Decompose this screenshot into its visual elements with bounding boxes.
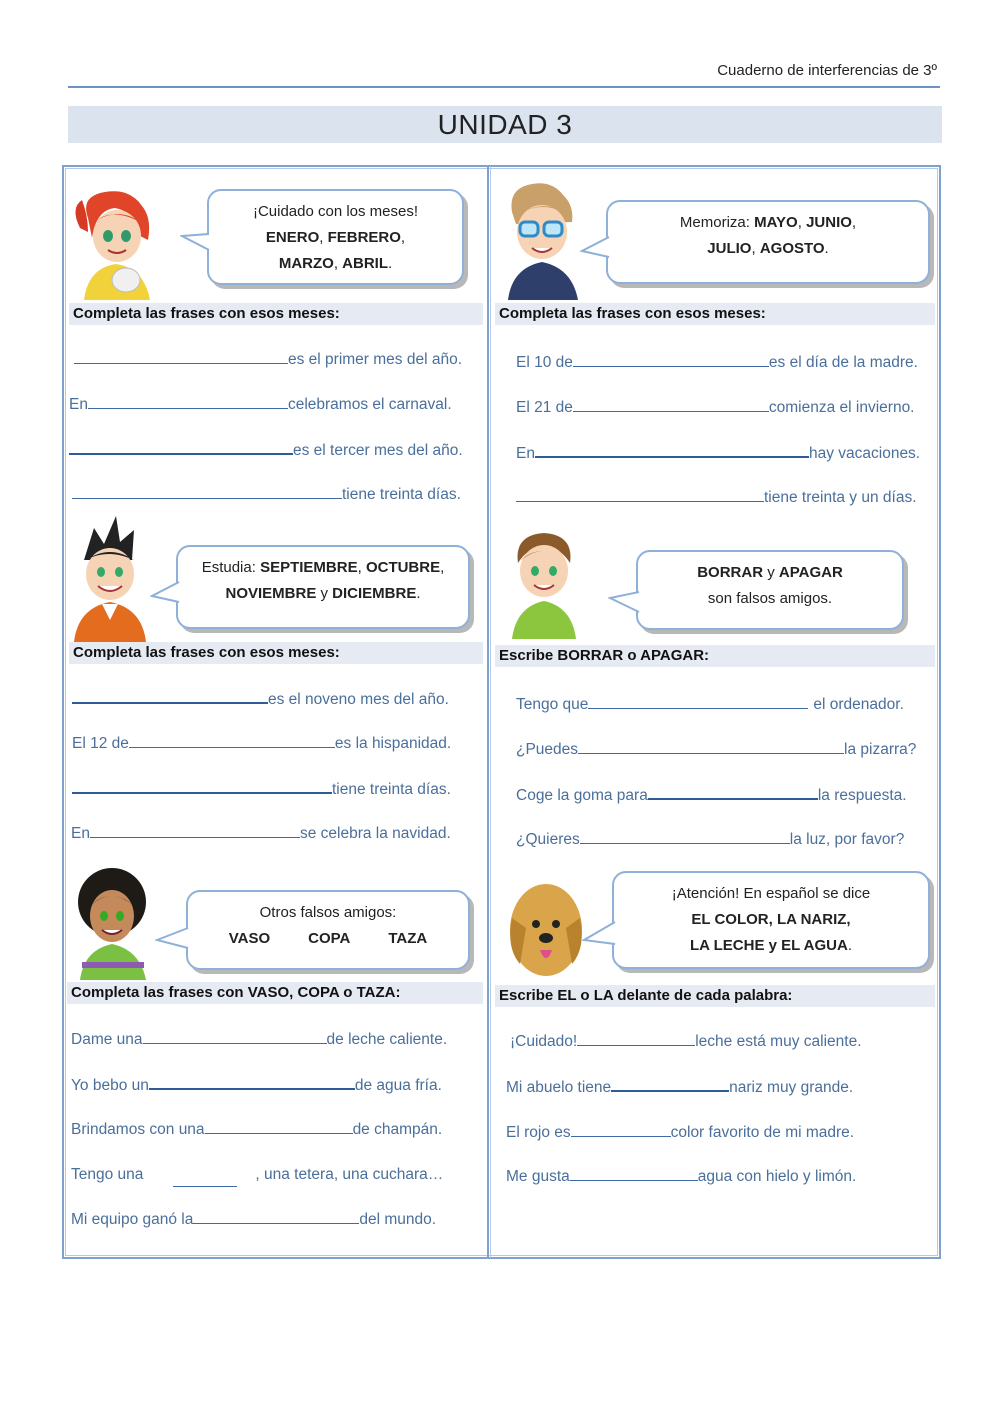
exercise-line: tiene treinta días. — [72, 778, 451, 799]
exercise-line: Me gusta agua con hielo y limón. — [506, 1168, 857, 1185]
exercise-line: El 12 de es la hispanidad. — [72, 735, 452, 752]
exercise-line: Mi abuelo tiene nariz muy grande. — [506, 1076, 853, 1097]
answer-blank[interactable] — [573, 397, 769, 412]
exercise-line: ¡Cuidado! leche está muy caliente. — [510, 1033, 862, 1050]
bubble-tail — [180, 232, 210, 254]
answer-blank[interactable] — [571, 1122, 671, 1137]
answer-blank[interactable] — [143, 1029, 327, 1044]
instruction-band-2: Completa las frases con esos meses: — [495, 303, 935, 325]
page-header: Cuaderno de interferencias de 3º — [717, 62, 937, 79]
exercise-line: El 10 de es el día de la madre. — [516, 354, 918, 371]
speech-bubble-4: BORRAR y APAGAR son falsos amigos. — [636, 550, 904, 630]
header-divider — [68, 86, 940, 88]
answer-blank[interactable] — [69, 439, 293, 455]
speech-bubble-1: ¡Cuidado con los meses! ENERO, FEBRERO, MARZO, ABRIL. — [207, 189, 464, 285]
bubble-tail — [155, 926, 189, 952]
instruction-band-4: Escribe BORRAR o APAGAR: — [495, 645, 935, 667]
answer-blank[interactable] — [74, 349, 288, 364]
answer-blank[interactable] — [573, 352, 769, 367]
bubble-tail — [580, 235, 610, 261]
exercise-line: ¿Puedes la pizarra? — [516, 741, 917, 758]
answer-blank[interactable] — [611, 1076, 729, 1092]
boy-curly-hair-illustration — [70, 866, 154, 980]
exercise-line: tiene treinta días. — [72, 484, 461, 504]
answer-blank[interactable] — [535, 442, 809, 458]
exercise-line: es el noveno mes del año. — [72, 688, 449, 709]
speech-bubble-5: Otros falsos amigos: VASO COPA TAZA — [186, 890, 470, 970]
answer-blank[interactable] — [193, 1209, 359, 1224]
speech-bubble-6: ¡Atención! En español se dice EL COLOR, LA NARIZ, LA LECHE y EL AGUA. — [612, 871, 930, 969]
answer-blank[interactable] — [129, 733, 335, 748]
answer-blank[interactable] — [205, 1119, 353, 1134]
exercise-line: En se celebra la navidad. — [71, 825, 451, 842]
exercise-line: Brindamos con una de champán. — [71, 1121, 443, 1138]
bubble-tail — [150, 580, 180, 606]
dog-illustration — [506, 878, 586, 980]
exercise-line: es el tercer mes del año. — [69, 439, 463, 460]
exercise-line: es el primer mes del año. — [74, 349, 462, 369]
answer-blank[interactable] — [173, 1172, 237, 1187]
answer-blank[interactable] — [588, 694, 808, 709]
exercise-line: El rojo es color favorito de mi madre. — [506, 1124, 855, 1141]
answer-blank[interactable] — [577, 1031, 695, 1046]
answer-blank[interactable] — [580, 829, 790, 844]
answer-blank[interactable] — [648, 784, 818, 800]
instruction-band-5: Completa las frases con VASO, COPA o TAZA: — [67, 982, 483, 1004]
answer-blank[interactable] — [578, 739, 844, 754]
answer-blank[interactable] — [72, 484, 342, 499]
exercise-line: Tengo una , una tetera, una cuchara… — [71, 1164, 443, 1184]
answer-blank[interactable] — [570, 1166, 698, 1181]
speech-bubble-2: Memoriza: MAYO, JUNIO, JULIO, AGOSTO. — [606, 200, 930, 284]
boy-green-shirt-illustration — [504, 527, 584, 639]
bubble-tail — [582, 920, 616, 946]
instruction-band-6: Escribe EL o LA delante de cada palabra: — [495, 985, 935, 1007]
answer-blank[interactable] — [149, 1074, 355, 1090]
boy-glasses-illustration — [502, 182, 582, 300]
instruction-band-1: Completa las frases con esos meses: — [69, 303, 483, 325]
instruction-band-3: Completa las frases con esos meses: — [69, 642, 483, 664]
answer-blank[interactable] — [88, 394, 288, 409]
bubble-tail — [608, 590, 640, 616]
exercise-line: Dame una de leche caliente. — [71, 1031, 448, 1048]
exercise-line: tiene treinta y un días. — [516, 487, 917, 507]
exercise-line: En hay vacaciones. — [516, 442, 920, 463]
girl-redhair-illustration — [70, 188, 160, 300]
page-title: UNIDAD 3 — [68, 106, 942, 143]
exercise-line: ¿Quieres la luz, por favor? — [516, 831, 905, 848]
exercise-line: Yo bebo un de agua fría. — [71, 1074, 442, 1095]
exercise-line: En celebramos el carnaval. — [69, 396, 452, 413]
exercise-line: El 21 de comienza el invierno. — [516, 399, 915, 416]
answer-blank[interactable] — [90, 823, 300, 838]
answer-blank[interactable] — [516, 487, 764, 502]
boy-spiky-hair-illustration — [70, 516, 150, 642]
column-divider — [487, 166, 489, 1258]
exercise-line: Tengo que el ordenador. — [516, 696, 904, 713]
exercise-line: Mi equipo ganó la del mundo. — [71, 1211, 437, 1228]
answer-blank[interactable] — [72, 688, 268, 704]
answer-blank[interactable] — [72, 778, 332, 794]
speech-bubble-3: Estudia: SEPTIEMBRE, OCTUBRE, NOVIEMBRE y DICIEMBRE. — [176, 545, 470, 629]
exercise-line: Coge la goma para la respuesta. — [516, 784, 907, 805]
